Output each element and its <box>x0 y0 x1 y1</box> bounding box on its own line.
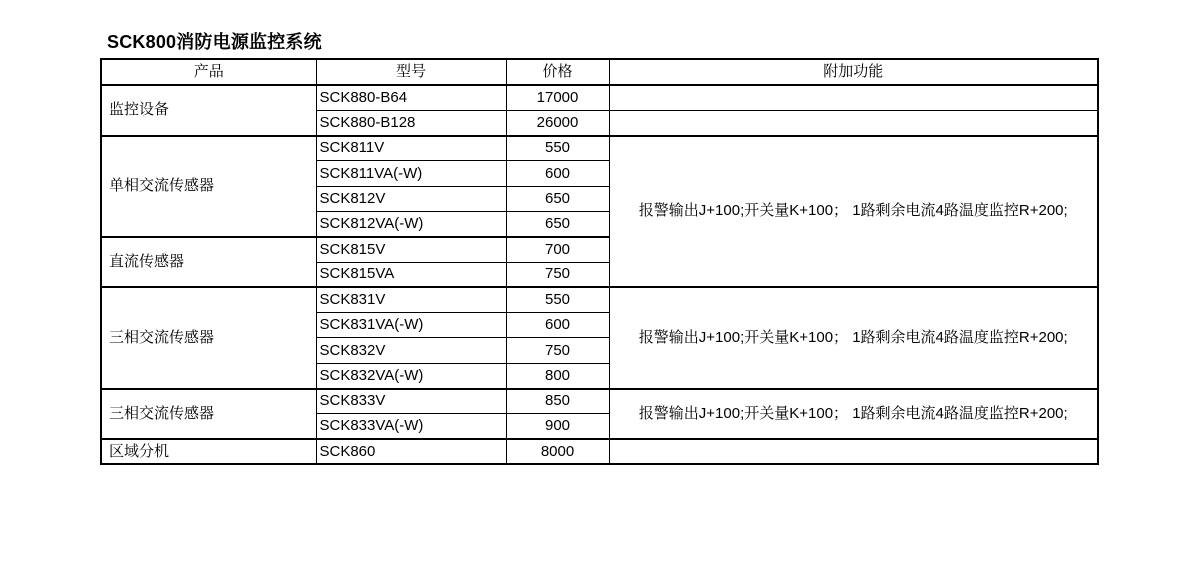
model-cell: SCK815V <box>316 237 506 262</box>
table-row <box>101 439 1098 464</box>
price-cell: 750 <box>506 262 609 287</box>
header-row <box>101 59 1098 85</box>
col-header-feature: 附加功能 <box>609 59 1098 85</box>
product-cell: 区域分机 <box>101 439 316 464</box>
price-cell: 900 <box>506 414 609 439</box>
product-cell: 直流传感器 <box>101 237 316 288</box>
col-header-model: 型号 <box>316 59 506 85</box>
price-cell: 17000 <box>506 85 609 110</box>
table-row <box>101 389 1098 414</box>
col-header-product: 产品 <box>101 59 316 85</box>
product-cell: 单相交流传感器 <box>101 136 316 237</box>
model-cell: SCK832VA(-W) <box>316 363 506 388</box>
product-cell: 三相交流传感器 <box>101 389 316 440</box>
price-cell: 650 <box>506 186 609 211</box>
price-cell: 26000 <box>506 110 609 135</box>
price-cell: 600 <box>506 161 609 186</box>
price-cell: 850 <box>506 389 609 414</box>
price-cell: 550 <box>506 287 609 312</box>
table-header <box>101 59 1098 85</box>
product-cell: 监控设备 <box>101 85 316 136</box>
feature-cell <box>609 85 1098 110</box>
table-row <box>101 136 1098 161</box>
price-cell: 700 <box>506 237 609 262</box>
price-table <box>100 58 1099 465</box>
product-cell: 三相交流传感器 <box>101 287 316 388</box>
model-cell: SCK860 <box>316 439 506 464</box>
feature-cell <box>609 110 1098 135</box>
model-cell: SCK812VA(-W) <box>316 211 506 236</box>
model-cell: SCK880-B64 <box>316 85 506 110</box>
table-row <box>101 85 1098 110</box>
feature-cell: 报警输出J+100;开关量K+100； 1路剩余电流4路温度监控R+200; <box>609 136 1098 288</box>
model-cell: SCK811V <box>316 136 506 161</box>
feature-cell <box>609 439 1098 464</box>
model-cell: SCK833VA(-W) <box>316 414 506 439</box>
price-cell: 800 <box>506 363 609 388</box>
model-cell: SCK880-B128 <box>316 110 506 135</box>
price-table-body <box>101 85 1098 464</box>
price-cell: 550 <box>506 136 609 161</box>
price-cell: 8000 <box>506 439 609 464</box>
feature-cell: 报警输出J+100;开关量K+100； 1路剩余电流4路温度监控R+200; <box>609 389 1098 440</box>
col-header-price: 价格 <box>506 59 609 85</box>
model-cell: SCK831V <box>316 287 506 312</box>
model-cell: SCK833V <box>316 389 506 414</box>
price-cell: 650 <box>506 211 609 236</box>
model-cell: SCK832V <box>316 338 506 363</box>
model-cell: SCK831VA(-W) <box>316 313 506 338</box>
model-cell: SCK811VA(-W) <box>316 161 506 186</box>
price-cell: 600 <box>506 313 609 338</box>
model-cell: SCK815VA <box>316 262 506 287</box>
model-cell: SCK812V <box>316 186 506 211</box>
feature-cell: 报警输出J+100;开关量K+100； 1路剩余电流4路温度监控R+200; <box>609 287 1098 388</box>
page-title: SCK800消防电源监控系统 <box>107 32 322 52</box>
table-row <box>101 287 1098 312</box>
price-cell: 750 <box>506 338 609 363</box>
